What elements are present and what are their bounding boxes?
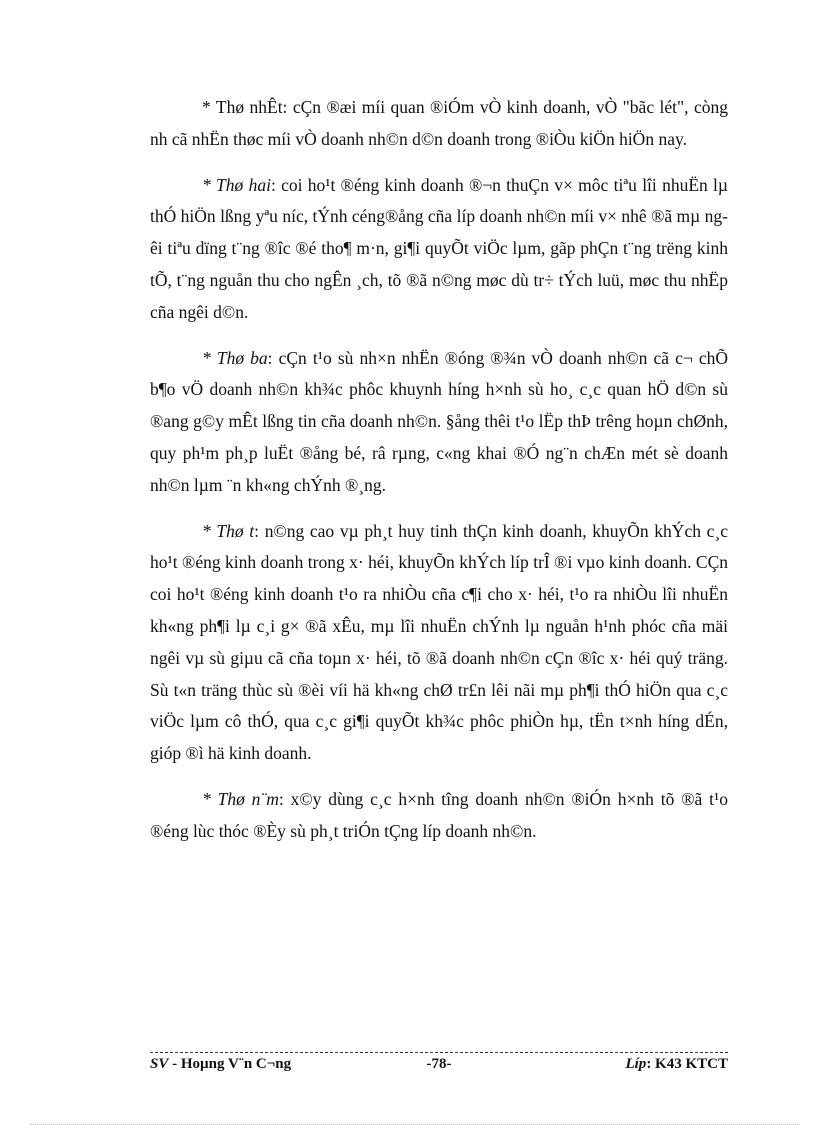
footer-class [625,1056,728,1073]
body-text [150,92,728,862]
footer-class-label: Líp [625,1056,647,1072]
paragraph-lead: * Thø ba [202,347,268,368]
footer-divider [150,1052,728,1053]
paragraph-text: * Thø nhÊt: cÇn ®æi míi quan ®iÓm vÒ kinh doanh, vÒ "bãc lét", còng nh cã nhËn thøc míi vÒ doanh nh©n d©n doanh trong ®iÒu kiÖn hiÖn nay. [150,97,728,149]
paragraph-text: : n©ng cao vµ ph¸t huy tinh thÇn kinh doanh, khuyÕn khÝch c¸c ho¹t ®éng kinh doanh trong x· héi, khuyÕn khÝch líp trÎ ®i vµo kinh doanh. CÇn coi ho¹t ®éng kinh doanh t¹o ra nhiÒu cña c¶i cho x· héi, t¹o ra nhiÒu lîi nhuËn kh«ng ph¶i lµ c¸i g× ®ã xÊu, mµ lîi nhuËn chÝnh lµ nguån h¹nh phóc cña mäi ngêi vµ sù giµu cã cña toµn x· héi, tõ ®ã doanh nh©n cÇn ®îc x· héi quý träng. Sù t«n träng thùc sù ®èi víi hä kh«ng chØ tr£n lêi nãi mµ ph¶i thÓ hiÖn qua c¸c viÖc lµm cô thÓ, qua c¸c gi¶i quyÕt kh¾c phôc phiÒn hµ, tËn t×nh híng dÉn, gióp ®ì hä kinh doanh. [150,520,728,764]
footer-class-value: : K43 KTCT [646,1056,728,1072]
paragraph-text: : cÇn t¹o sù nh×n nhËn ®óng ®¾n vÒ doanh nh©n cã c¬ chÕ b¶o vÖ doanh nh©n kh¾c phôc khuynh híng h×nh sù ho¸ c¸c quan hÖ d©n sù ®ang g©y mÊt lßng tin cña doanh nh©n. §ång thêi t¹o lËp thÞ trêng hoµn chØnh, quy ph¹m ph¸p luËt ®ång bé, râ rµng, c«ng khai ®Ó ng¨n chÆn mét sè doanh nh©n lµm ¨n kh«ng chÝnh ®¸ng. [150,347,729,495]
paragraph-text: : x©y dùng c¸c h×nh tîng doanh nh©n ®iÓn h×nh tõ ®ã t¹o ®éng lùc thóc ®Èy sù ph¸t triÓn tÇng líp doanh nh©n. [150,788,728,841]
page-footer [150,1056,728,1078]
footer-sv-label: SV [150,1056,169,1072]
paragraph-text: : coi ho¹t ®éng kinh doanh ®¬n thuÇn v× môc tiªu lîi nhuËn lµ thÓ hiÖn lßng yªu níc, tÝnh céng®ång cña líp doanh nh©n míi v× nhê ®ã mµ ngêi tiªu dïng t¨ng ®îc ®é tho¶ m·n, gi¶i quyÕt viÖc lµm, gãp phÇn t¨ng trëng kinh tÕ, t¨ng nguån thu cho ngÊn ¸ch, tõ ®ã n©ng møc dù tr÷ tÝch luü, møc thu nhËp cña ngêi d©n. [150,174,728,322]
paragraph-lead: * Thø t [202,520,255,541]
paragraph-2 [150,170,728,329]
paragraph-4 [150,516,728,770]
paragraph-5 [150,784,728,848]
paragraph-3 [150,343,728,502]
footer-author-name: - Hoµng V¨n C¬ng [168,1056,292,1072]
paragraph-lead: * Thø n¨m [202,788,279,809]
footer-page-number: -78- [426,1056,452,1072]
paragraph-lead: * Thø hai [202,174,271,195]
paragraph-1 [150,92,728,156]
